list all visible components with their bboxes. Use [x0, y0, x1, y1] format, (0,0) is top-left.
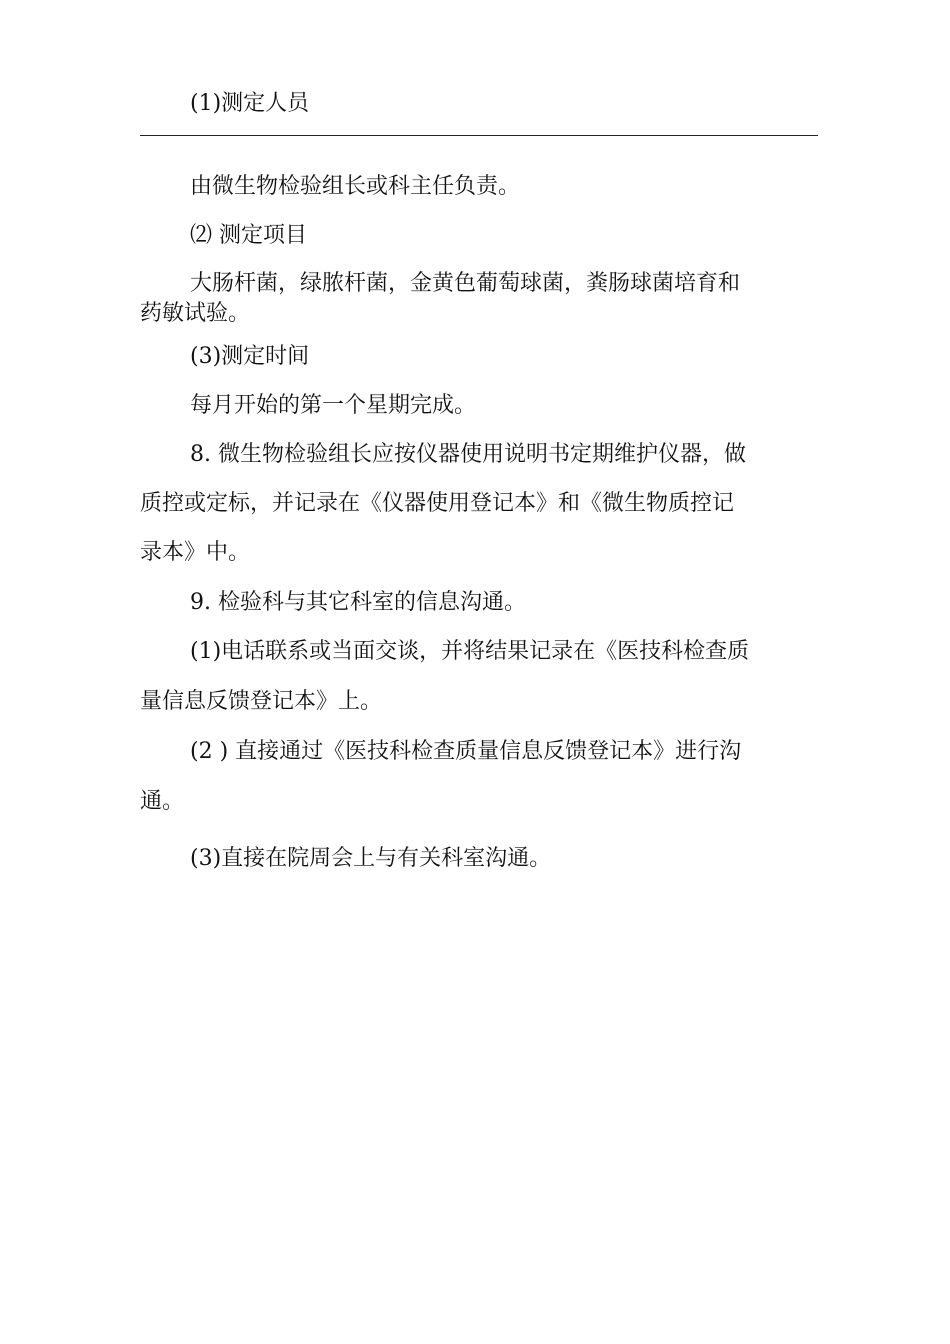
paragraph-items-line2: 药敏试验。 — [140, 301, 251, 326]
item-8-line1: 8. 微生物检验组长应按仪器使用说明书定期维护仪器，做 — [190, 442, 746, 467]
paragraph-time: 每月开始的第一个星期完成。 — [190, 393, 477, 418]
paragraph-items-line1: 大肠杆菌，绿脓杆菌，金黄色葡萄球菌，粪肠球菌培育和 — [190, 271, 741, 296]
item-9: 9. 检验科与其它科室的信息沟通。 — [190, 590, 526, 615]
subitem-1-line1: (1)电话联系或当面交谈，并将结果记录在《医技科检查质 — [190, 639, 750, 664]
header-rule — [140, 135, 818, 136]
subitem-1-line2: 量信息反馈登记本》上。 — [140, 689, 383, 714]
paragraph-responsible: 由微生物检验组长或科主任负责。 — [190, 174, 521, 199]
subitem-2-line1: (2 ) 直接通过《医技科检查质量信息反馈登记本》进行沟 — [190, 739, 742, 764]
item-8-line2: 质控或定标，并记录在《仪器使用登记本》和《微生物质控记 — [140, 491, 735, 516]
subitem-3: (3)直接在院周会上与有关科室沟通。 — [190, 846, 552, 871]
subitem-2-line2: 通。 — [140, 789, 185, 814]
section-heading-items: ⑵ 测定项目 — [190, 223, 307, 248]
section-heading-personnel: (1)测定人员 — [190, 91, 310, 116]
item-8-line3: 录本》中。 — [140, 540, 251, 565]
section-heading-time: (3)测定时间 — [190, 344, 310, 369]
